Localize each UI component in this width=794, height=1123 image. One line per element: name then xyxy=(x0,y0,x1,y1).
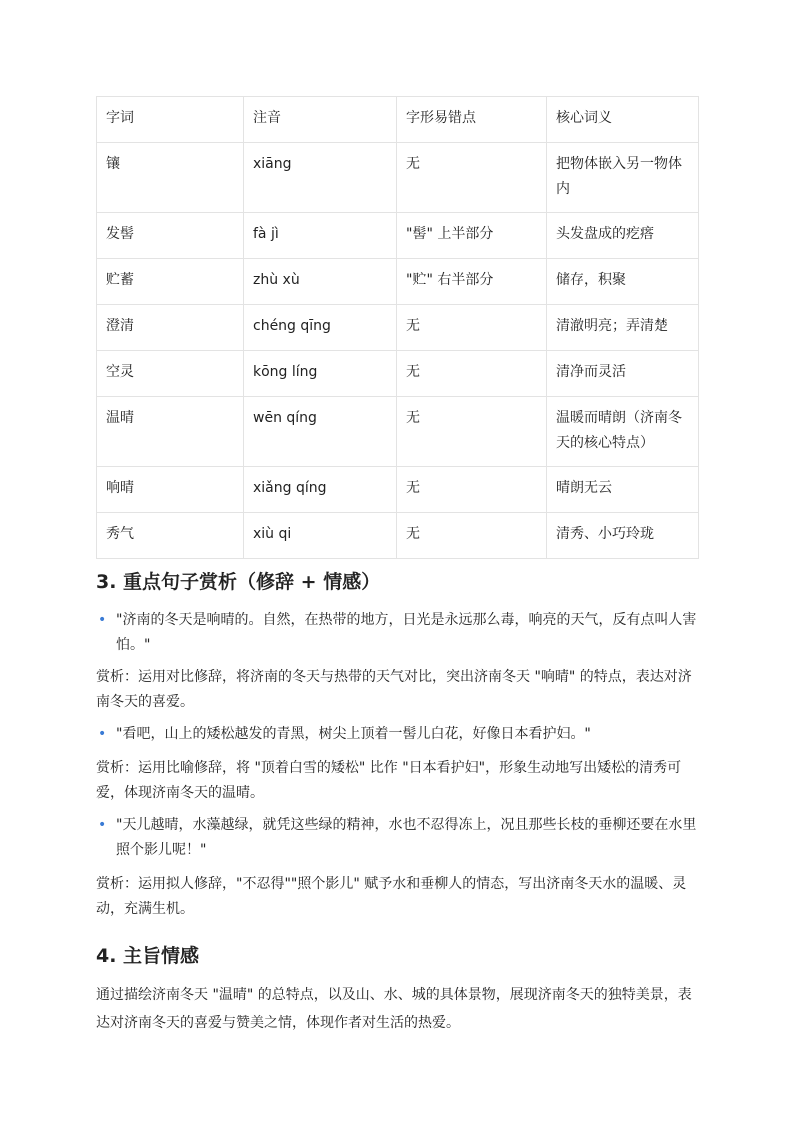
table-cell: 把物体嵌入另一物体内 xyxy=(547,143,699,213)
table-row xyxy=(97,397,699,467)
analysis-paragraph: 赏析：运用比喻修辞，将 "顶着白雪的矮松" 比作 "日本看护妇"，形象生动地写出矮松的清秀可爱，体现济南冬天的温晴。 xyxy=(96,760,682,801)
table-cell: 清秀、小巧玲珑 xyxy=(547,513,699,559)
table-cell: chéng qīng xyxy=(244,305,397,351)
table-header-cell: 字形易错点 xyxy=(397,97,547,143)
bullet-icon: • xyxy=(98,612,107,628)
table-header-cell: 字词 xyxy=(97,97,244,143)
table-header-cell: 核心词义 xyxy=(547,97,699,143)
table-row xyxy=(97,143,699,213)
table-cell: 秀气 xyxy=(97,513,244,559)
table-row xyxy=(97,305,699,351)
quote-item xyxy=(96,722,700,747)
table-header-cell: 注音 xyxy=(244,97,397,143)
table-cell: 无 xyxy=(397,305,547,351)
table-cell: 无 xyxy=(397,143,547,213)
table-cell: 无 xyxy=(397,513,547,559)
table-cell: 镶 xyxy=(97,143,244,213)
table-cell: 贮蓄 xyxy=(97,259,244,305)
section-heading-theme: 4. 主旨情感 xyxy=(96,945,200,967)
vocabulary-table xyxy=(96,96,699,559)
table-row xyxy=(97,513,699,559)
table-cell: wēn qíng xyxy=(244,397,397,467)
table-cell: 无 xyxy=(397,397,547,467)
table-cell: 清净而灵活 xyxy=(547,351,699,397)
quote-item xyxy=(96,813,700,863)
table-cell: 储存，积聚 xyxy=(547,259,699,305)
table-cell: 响晴 xyxy=(97,467,244,513)
table-cell: "贮" 右半部分 xyxy=(397,259,547,305)
table-cell: 温晴 xyxy=(97,397,244,467)
quote-text: "济南的冬天是响晴的。自然，在热带的地方，日光是永远那么毒，响亮的天气，反有点叫人害怕。" xyxy=(116,612,697,653)
quote-list xyxy=(96,722,700,747)
quote-text: "天儿越晴，水藻越绿，就凭这些绿的精神，水也不忍得冻上，况且那些长枝的垂柳还要在水里照个影儿呢！" xyxy=(116,817,697,858)
table-cell: kōng líng xyxy=(244,351,397,397)
table-cell: 澄清 xyxy=(97,305,244,351)
table-cell: xiāng xyxy=(244,143,397,213)
quote-list xyxy=(96,813,700,863)
table-header-row xyxy=(97,97,699,143)
bullet-icon: • xyxy=(98,726,107,742)
table-cell: 头发盘成的疙瘩 xyxy=(547,213,699,259)
table-row xyxy=(97,467,699,513)
analysis-paragraph: 赏析：运用对比修辞，将济南的冬天与热带的天气对比，突出济南冬天 "响晴" 的特点，表达对济南冬天的喜爱。 xyxy=(96,669,692,710)
section-heading-sentence-analysis: 3. 重点句子赏析（修辞 + 情感） xyxy=(96,571,381,593)
table-cell: "髻" 上半部分 xyxy=(397,213,547,259)
table-row xyxy=(97,213,699,259)
table-cell: fà jì xyxy=(244,213,397,259)
table-cell: zhù xù xyxy=(244,259,397,305)
table-cell: 空灵 xyxy=(97,351,244,397)
quote-list xyxy=(96,608,700,658)
analysis-paragraph: 赏析：运用拟人修辞，"不忍得""照个影儿" 赋予水和垂柳人的情态，写出济南冬天水的温暖、灵动，充满生机。 xyxy=(96,876,687,917)
table-row xyxy=(97,351,699,397)
theme-paragraph: 通过描绘济南冬天 "温晴" 的总特点，以及山、水、城的具体景物，展现济南冬天的独特美景，表达对济南冬天的喜爱与赞美之情，体现作者对生活的热爱。 xyxy=(96,987,692,1031)
table-cell: 无 xyxy=(397,467,547,513)
body-content xyxy=(96,566,700,1037)
table-cell: 清澈明亮；弄清楚 xyxy=(547,305,699,351)
table-cell: 无 xyxy=(397,351,547,397)
quote-item xyxy=(96,608,700,658)
table-cell: xiǎng qíng xyxy=(244,467,397,513)
table-cell: xiù qi xyxy=(244,513,397,559)
quote-text: "看吧，山上的矮松越发的青黑，树尖上顶着一髻儿白花，好像日本看护妇。" xyxy=(116,726,591,742)
table-cell: 发髻 xyxy=(97,213,244,259)
table-cell: 晴朗无云 xyxy=(547,467,699,513)
table-cell: 温暖而晴朗（济南冬天的核心特点） xyxy=(547,397,699,467)
bullet-icon: • xyxy=(98,817,107,833)
table-row xyxy=(97,259,699,305)
